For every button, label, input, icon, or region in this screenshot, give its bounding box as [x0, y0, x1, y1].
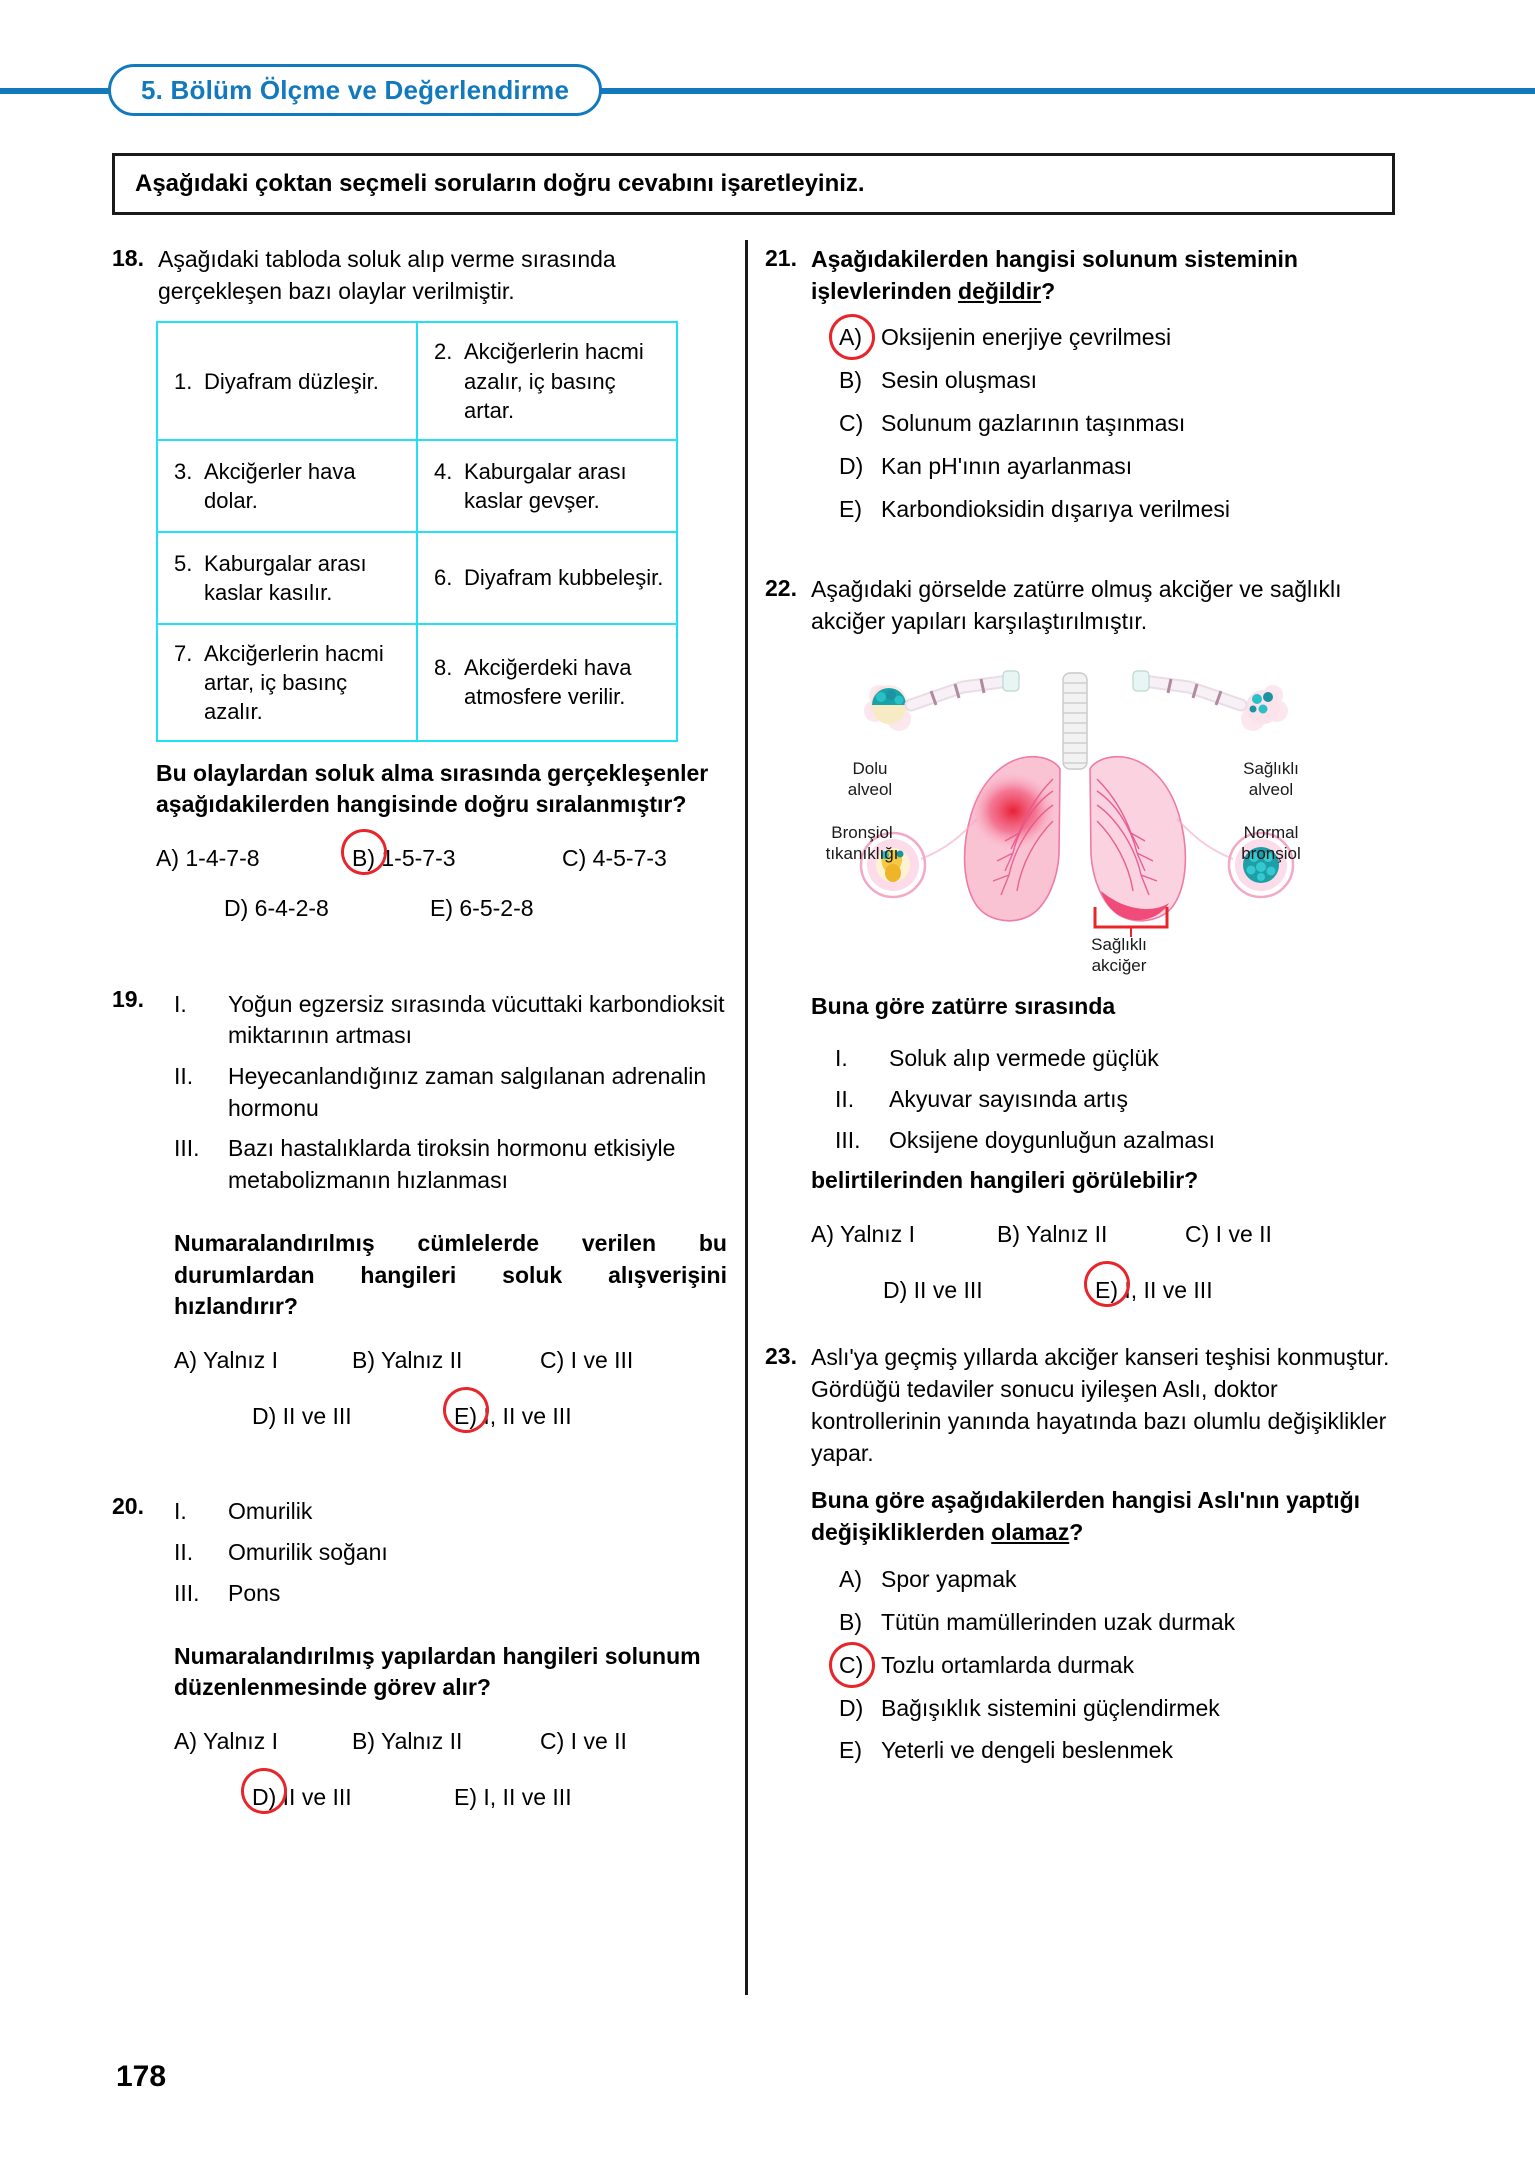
option-c-key: C): [1185, 1221, 1210, 1248]
question-23: [765, 1342, 1395, 1779]
option-b[interactable]: [352, 837, 562, 881]
option-b[interactable]: [352, 1720, 540, 1764]
option-a[interactable]: [839, 323, 1395, 353]
option-b[interactable]: [997, 1213, 1185, 1257]
option-c-text: 4-5-7-3: [592, 845, 667, 872]
question-20-number: 20.: [112, 1493, 144, 1520]
option-a-key: A): [839, 1565, 862, 1592]
figure-label-bronsiol-tikanikligi: Bronşiol tıkanıklığı: [825, 823, 899, 864]
list-item: [174, 1061, 727, 1124]
option-c-text: Tozlu ortamlarda durmak: [881, 1651, 1135, 1678]
cell-text: Akciğerdeki hava atmosfere verilir.: [464, 655, 632, 710]
option-d[interactable]: [252, 1395, 454, 1439]
option-d-text: II ve III: [913, 1276, 983, 1303]
option-d-key: D): [224, 894, 249, 921]
question-19-number: 19.: [112, 985, 144, 1012]
cell-text: Diyafram düzleşir.: [204, 368, 379, 394]
question-21-prompt-post: ?: [1041, 277, 1056, 304]
option-d-key: D): [883, 1276, 908, 1303]
list-item: [174, 1133, 727, 1196]
roman-text: Oksijene doygunluğun azalması: [889, 1126, 1216, 1153]
roman-text: Bazı hastalıklarda tiroksin hormonu etkisiyle metabolizmanın hızlanması: [228, 1135, 676, 1194]
lung-comparison-figure: [795, 651, 1355, 981]
option-b-key: B): [352, 1728, 375, 1755]
option-e-key: E): [839, 496, 862, 523]
cell-text: Kaburgalar arası kaslar gevşer.: [464, 458, 627, 513]
list-item: [174, 1578, 727, 1610]
table-row: [157, 440, 677, 532]
option-c-text: Solunum gazlarının taşınması: [881, 410, 1186, 437]
option-d-text: Bağışıklık sistemini güçlendirmek: [881, 1694, 1220, 1721]
cell-number: 5.: [174, 550, 193, 576]
option-c-key: C): [540, 1347, 565, 1374]
option-c-key: C): [540, 1728, 565, 1755]
option-b-text: Tütün mamüllerinden uzak durmak: [881, 1608, 1236, 1635]
option-c[interactable]: [839, 1651, 1395, 1681]
option-d-text: 6-4-2-8: [254, 894, 329, 921]
option-a-key: A): [174, 1347, 197, 1374]
table-cell-4: [417, 440, 677, 532]
question-20-roman-list: [174, 1496, 727, 1609]
roman-text: Heyecanlandığınız zaman salgılanan adrenalin hormonu: [228, 1062, 707, 1121]
instruction-text: Aşağıdaki çoktan seçmeli soruların doğru cevabını işaretleyiniz.: [135, 170, 865, 197]
roman-mark: II.: [174, 1539, 194, 1566]
roman-mark: III.: [174, 1135, 200, 1162]
option-e-key: E): [1095, 1276, 1118, 1303]
option-d[interactable]: [224, 887, 430, 931]
table-cell-3: [157, 440, 417, 532]
cell-number: 7.: [174, 640, 193, 666]
diseased-lung-icon: [965, 757, 1060, 921]
option-b-key: B): [352, 1347, 375, 1374]
option-a[interactable]: [811, 1213, 997, 1257]
figure-label-saglikli-alveol: Sağlıklı alveol: [1243, 759, 1299, 800]
right-column: [765, 244, 1395, 1785]
option-e-text: 6-5-2-8: [459, 894, 534, 921]
option-b-key: B): [352, 845, 375, 872]
option-d[interactable]: [252, 1776, 454, 1820]
option-a[interactable]: [174, 1720, 352, 1764]
option-a-key: A): [811, 1221, 834, 1248]
option-a-text: Yalnız I: [839, 1221, 915, 1248]
cell-text: Kaburgalar arası kaslar kasılır.: [204, 550, 367, 605]
option-c[interactable]: [1185, 1213, 1272, 1257]
option-a-key: A): [839, 323, 881, 353]
table-row: [157, 322, 677, 439]
list-item: [174, 1496, 727, 1528]
option-c-key: C): [839, 410, 864, 437]
cell-number: 8.: [434, 655, 453, 681]
option-c[interactable]: [562, 837, 667, 881]
option-e-key: E): [839, 1737, 862, 1764]
question-19-options: [174, 1339, 727, 1438]
roman-mark: I.: [174, 1498, 187, 1525]
figure-label-dolu-alveol: Dolu alveol: [847, 759, 893, 800]
question-21-number: 21.: [765, 245, 797, 271]
option-a-text: Yalnız I: [202, 1347, 278, 1374]
option-c[interactable]: [540, 1720, 627, 1764]
roman-text: Omurilik: [228, 1498, 313, 1525]
question-21-prompt-pre: Aşağıdakilerden hangisi solunum sisteminin işlevlerinden: [811, 246, 1298, 304]
option-d-text: Kan pH'ının ayarlanması: [881, 453, 1133, 480]
option-e-key: E): [454, 1402, 477, 1429]
option-b-text: Yalnız II: [1025, 1221, 1108, 1248]
question-23-prompt: [811, 1485, 1395, 1548]
option-e-text: I, II ve III: [1124, 1276, 1213, 1303]
option-c-key: C): [839, 1651, 881, 1681]
option-a-text: 1-4-7-8: [185, 845, 260, 872]
option-d-key: D): [839, 453, 864, 480]
filled-alveolus-icon: [864, 685, 911, 731]
chapter-title: 5. Bölüm Ölçme ve Değerlendirme: [141, 74, 570, 105]
question-23-stem: Aslı'ya geçmiş yıllarda akciğer kanseri teşhisi konmuştur. Gördüğü tedaviler sonucu iyileşen Aslı, doktor kontrollerinin yanında hayatında bazı olumlu değişiklikler yapar.: [811, 1344, 1390, 1466]
cell-text: Akciğerlerin hacmi azalır, iç basınç artar.: [464, 339, 644, 423]
option-e[interactable]: [454, 1395, 572, 1439]
cell-text: Diyafram kubbeleşir.: [464, 565, 664, 591]
left-bronchiole-tube-icon: [911, 671, 1019, 705]
roman-mark: II.: [174, 1062, 194, 1089]
option-e-text: I, II ve III: [483, 1783, 572, 1810]
roman-mark: II.: [835, 1085, 855, 1112]
question-21: [765, 244, 1395, 538]
option-b-text: Yalnız II: [380, 1347, 463, 1374]
option-a-key: A): [174, 1728, 197, 1755]
option-a-text: Yalnız I: [202, 1728, 278, 1755]
healthy-lung-icon: [1090, 757, 1185, 921]
option-d-text: II ve III: [282, 1402, 352, 1429]
option-c[interactable]: [540, 1339, 633, 1383]
question-18: [112, 244, 727, 307]
question-23-number: 23.: [765, 1343, 797, 1370]
column-divider: [745, 240, 748, 1995]
option-d[interactable]: [883, 1269, 1095, 1313]
roman-mark: III.: [174, 1579, 200, 1606]
roman-text: Omurilik soğanı: [228, 1539, 388, 1566]
question-23-prompt-pre: Buna göre aşağıdakilerden hangisi Aslı'nın yaptığı değişikliklerden: [811, 1487, 1361, 1546]
table-cell-8: [417, 624, 677, 741]
option-e[interactable]: [839, 1736, 1395, 1766]
option-e[interactable]: [839, 495, 1395, 525]
lung-comparison-illustration: [795, 651, 1355, 981]
option-e-key: E): [430, 894, 453, 921]
option-c-text: I ve II: [1215, 1221, 1272, 1248]
option-b[interactable]: [839, 1608, 1395, 1638]
option-e[interactable]: [430, 887, 534, 931]
question-18-number: 18.: [112, 245, 144, 271]
healthy-alveolus-icon: [1241, 685, 1288, 731]
question-21-prompt-emphasis: değildir: [958, 277, 1042, 304]
option-b-key: B): [997, 1221, 1020, 1248]
question-23-prompt-emphasis: olamaz: [991, 1519, 1070, 1546]
option-a[interactable]: [839, 1565, 1395, 1595]
option-a[interactable]: [156, 837, 352, 881]
figure-label-saglikli-akciger: Sağlıklı akciğer: [1091, 935, 1147, 976]
option-a-text: Oksijenin enerjiye çevrilmesi: [881, 324, 1172, 351]
option-b-key: B): [839, 367, 862, 394]
option-d-key: D): [252, 1783, 277, 1810]
cell-text: Akciğerlerin hacmi artar, iç basınç azalır.: [204, 640, 384, 724]
page-number: 178: [116, 2060, 167, 2093]
instruction-box: [112, 153, 1395, 215]
option-b-text: Sesin oluşması: [881, 367, 1037, 394]
question-23-prompt-post: ?: [1069, 1519, 1084, 1546]
question-19-roman-list: [174, 989, 727, 1197]
roman-text: Pons: [228, 1579, 281, 1606]
cell-number: 3.: [174, 458, 193, 484]
question-21-options: [839, 323, 1395, 524]
question-20-options: [174, 1720, 727, 1819]
right-bronchiole-tube-icon: [1133, 671, 1241, 705]
table-cell-1: [157, 322, 417, 439]
roman-text: Yoğun egzersiz sırasında vücuttaki karbondioksit miktarının artması: [228, 990, 725, 1049]
roman-text: Soluk alıp vermede güçlük: [889, 1045, 1159, 1072]
option-e[interactable]: [454, 1776, 572, 1820]
table-cell-5: [157, 532, 417, 624]
option-a-text: Spor yapmak: [881, 1565, 1017, 1592]
question-22-number: 22.: [765, 574, 797, 601]
option-c-text: I ve II: [570, 1728, 627, 1755]
chapter-title-pill: [108, 64, 602, 116]
question-19-prompt: Numaralandırılmış cümlelerde verilen bu durumlardan hangileri soluk alışverişini hızlandırır?: [174, 1229, 727, 1320]
question-20: [112, 1492, 727, 1618]
option-b[interactable]: [352, 1339, 540, 1383]
option-a[interactable]: [174, 1339, 352, 1383]
cell-text: Akciğerler hava dolar.: [204, 458, 356, 513]
option-d[interactable]: [839, 452, 1395, 482]
roman-mark: I.: [835, 1045, 848, 1072]
table-row: [157, 624, 677, 741]
list-item: [835, 1125, 1395, 1157]
figure-label-normal-bronsiol: Normal bronşiol: [1241, 823, 1301, 864]
option-e-key: E): [454, 1783, 477, 1810]
question-21-prompt: [811, 244, 1395, 307]
list-item: [835, 1043, 1395, 1075]
table-cell-2: [417, 322, 677, 439]
option-a-key: A): [156, 845, 179, 872]
option-d-text: II ve III: [282, 1783, 352, 1810]
question-18-events-table: [156, 321, 678, 741]
left-column: [112, 244, 727, 1820]
cell-number: 6.: [434, 565, 453, 591]
option-c-text: I ve III: [570, 1347, 634, 1374]
question-22-sub-prompt: Buna göre zatürre sırasında: [811, 993, 1116, 1020]
option-b[interactable]: [839, 366, 1395, 396]
option-c-key: C): [562, 845, 587, 872]
option-b-text: 1-5-7-3: [381, 845, 456, 872]
question-22: [765, 574, 1395, 637]
option-e-text: I, II ve III: [483, 1402, 572, 1429]
roman-text: Akyuvar sayısında artış: [889, 1085, 1129, 1112]
question-18-prompt: Bu olaylardan soluk alma sırasında gerçekleşenler aşağıdakilerden hangisinde doğru sıralanmıştır?: [156, 759, 709, 818]
question-22-prompt: belirtilerinden hangileri görülebilir?: [811, 1167, 1199, 1194]
option-c[interactable]: [839, 409, 1395, 439]
option-e-text: Yeterli ve dengeli beslenmek: [881, 1737, 1173, 1764]
list-item: [835, 1084, 1395, 1116]
option-d[interactable]: [839, 1694, 1395, 1724]
list-item: [174, 989, 727, 1052]
table-cell-7: [157, 624, 417, 741]
table-row: [157, 532, 677, 624]
option-b-text: Yalnız II: [380, 1728, 463, 1755]
cell-number: 4.: [434, 458, 453, 484]
trachea-icon: [1063, 673, 1087, 769]
option-b-key: B): [839, 1608, 862, 1635]
question-22-stem: Aşağıdaki görselde zatürre olmuş akciğer ve sağlıklı akciğer yapıları karşılaştırılmıştır.: [811, 575, 1342, 634]
option-e-text: Karbondioksidin dışarıya verilmesi: [881, 496, 1230, 523]
question-18-stem: Aşağıdaki tabloda soluk alıp verme sırasında gerçekleşen bazı olaylar verilmiştir.: [158, 246, 616, 304]
option-d-key: D): [252, 1402, 277, 1429]
option-d-key: D): [839, 1694, 864, 1721]
option-e[interactable]: [1095, 1269, 1213, 1313]
question-23-options: [839, 1565, 1395, 1766]
table-cell-6: [417, 532, 677, 624]
list-item: [174, 1537, 727, 1569]
question-22-roman-list: [835, 1043, 1395, 1156]
roman-mark: III.: [835, 1126, 861, 1153]
cell-number: 2.: [434, 339, 453, 365]
question-19: [112, 985, 727, 1206]
question-20-prompt: Numaralandırılmış yapılardan hangileri solunum düzenlenmesinde görev alır?: [174, 1642, 701, 1701]
question-18-options: [156, 837, 727, 930]
cell-number: 1.: [174, 368, 193, 394]
question-22-options: [811, 1213, 1395, 1312]
roman-mark: I.: [174, 990, 187, 1017]
